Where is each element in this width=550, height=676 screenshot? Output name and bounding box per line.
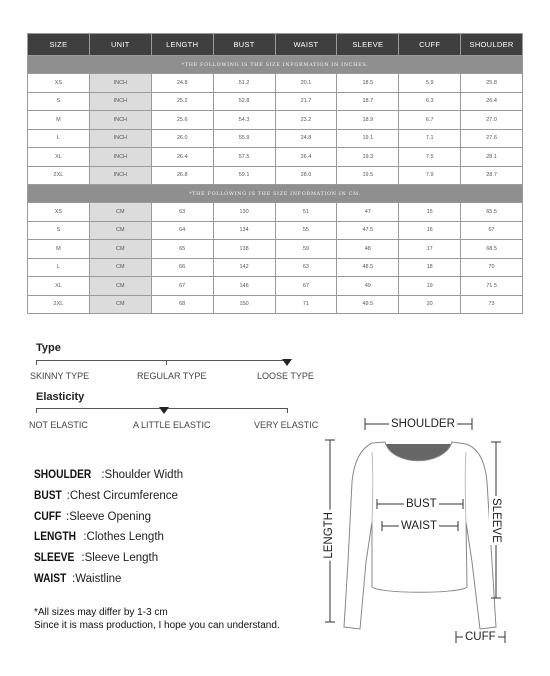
table-cell: L: [28, 258, 90, 277]
type-label-skinny: SKINNY TYPE: [30, 371, 90, 381]
table-cell: 19.3: [337, 148, 399, 167]
waist-dim-label: WAIST: [401, 520, 437, 532]
table-cell: 48.5: [337, 258, 399, 277]
table-cell: 51: [275, 203, 337, 222]
column-header: BUST: [213, 34, 275, 56]
legend-key: SLEEVE: [34, 550, 75, 564]
table-cell: 18.9: [337, 111, 399, 130]
legend-key: SHOULDER: [34, 467, 92, 481]
legend-desc: Waistline: [75, 573, 122, 585]
table-cell: 2XL: [28, 166, 90, 185]
type-label-regular: REGULAR TYPE: [137, 371, 207, 381]
table-cell: 52.8: [213, 92, 275, 111]
table-cell: 26.8: [151, 166, 213, 185]
bust-dim-label: BUST: [406, 498, 437, 510]
table-cell: 47.5: [337, 221, 399, 240]
table-cell: 68: [151, 295, 213, 314]
table-cell: 138: [213, 240, 275, 259]
table-cell: 19.1: [337, 129, 399, 148]
table-cell: 150: [213, 295, 275, 314]
size-chart-table: [27, 33, 523, 314]
table-cell: 54.3: [213, 111, 275, 130]
elasticity-scale-tick: [287, 408, 288, 413]
table-cell: 20: [399, 295, 461, 314]
legend-item-waist: WAIST :Waistline: [34, 571, 122, 585]
table-cell: XL: [28, 277, 90, 296]
column-header: LENGTH: [151, 34, 213, 56]
table-cell: 20.1: [275, 74, 337, 93]
table-cell: 6.3: [399, 92, 461, 111]
legend-item-bust: BUST :Chest Circumference: [34, 488, 178, 502]
table-cell: INCH: [89, 111, 151, 130]
table-cell: 130: [213, 203, 275, 222]
table-cell: 27.6: [461, 129, 523, 148]
legend-item-cuff: CUFF :Sleeve Opening: [34, 509, 152, 523]
table-cell: 59: [275, 240, 337, 259]
table-row: [28, 148, 523, 167]
table-cell: 7.9: [399, 166, 461, 185]
elasticity-scale-title: Elasticity: [36, 391, 85, 403]
table-cell: M: [28, 240, 90, 259]
type-scale-line: [36, 360, 288, 361]
cuff-dim-label: CUFF: [465, 631, 496, 643]
size-disclaimer: *All sizes may differ by 1-3 cm: [34, 607, 168, 618]
section-note-row: [28, 56, 523, 74]
table-row: [28, 129, 523, 148]
table-cell: 65.5: [461, 203, 523, 222]
legend-item-sleeve: SLEEVE :Sleeve Length: [34, 550, 159, 564]
table-cell: 17: [399, 240, 461, 259]
table-cell: 63: [275, 258, 337, 277]
table-cell: 67: [151, 277, 213, 296]
legend-item-shoulder: SHOULDER :Shoulder Width: [34, 467, 184, 481]
table-row: [28, 277, 523, 296]
table-body: [28, 56, 523, 314]
table-row: [28, 240, 523, 259]
table-cell: 7.1: [399, 129, 461, 148]
column-header: UNIT: [89, 34, 151, 56]
table-cell: INCH: [89, 129, 151, 148]
table-cell: 28.0: [275, 166, 337, 185]
table-cell: CM: [89, 240, 151, 259]
table-cell: 146: [213, 277, 275, 296]
table-cell: 26.4: [275, 148, 337, 167]
table-cell: 25.6: [151, 111, 213, 130]
table-cell: INCH: [89, 166, 151, 185]
length-dim-label: LENGTH: [323, 512, 335, 559]
table-cell: 51.2: [213, 74, 275, 93]
table-cell: 49.5: [337, 295, 399, 314]
table-cell: 26.4: [461, 92, 523, 111]
table-cell: 70: [461, 258, 523, 277]
table-cell: CM: [89, 203, 151, 222]
legend-desc: Chest Circumference: [69, 490, 178, 502]
table-cell: 15: [399, 203, 461, 222]
type-label-loose: LOOSE TYPE: [257, 371, 314, 381]
table-cell: CM: [89, 295, 151, 314]
table-cell: 134: [213, 221, 275, 240]
table-cell: INCH: [89, 148, 151, 167]
table-cell: 71: [275, 295, 337, 314]
table-cell: 71.5: [461, 277, 523, 296]
table-cell: 66: [151, 258, 213, 277]
legend-item-length: LENGTH :Clothes Length: [34, 529, 164, 543]
table-cell: 48: [337, 240, 399, 259]
table-cell: 26.0: [151, 129, 213, 148]
table-cell: 16: [399, 221, 461, 240]
table-cell: 19: [399, 277, 461, 296]
sleeve-dim-label: SLEEVE: [490, 498, 502, 543]
garment-measurement-diagram: [320, 412, 520, 652]
table-cell: 7.5: [399, 148, 461, 167]
table-cell: 68.5: [461, 240, 523, 259]
legend-desc: Shoulder Width: [104, 469, 184, 481]
table-cell: XS: [28, 74, 90, 93]
table-cell: 24.8: [275, 129, 337, 148]
table-cell: 64: [151, 221, 213, 240]
elasticity-label-not: NOT ELASTIC: [29, 420, 88, 430]
table-row: [28, 295, 523, 314]
table-cell: CM: [89, 258, 151, 277]
type-scale-title: Type: [36, 342, 61, 354]
table-cell: INCH: [89, 92, 151, 111]
table-cell: 19.5: [337, 166, 399, 185]
table-cell: 25.2: [151, 92, 213, 111]
table-cell: 27.0: [461, 111, 523, 130]
table-cell: 55: [275, 221, 337, 240]
elasticity-selected-marker-icon: [159, 407, 169, 414]
table-cell: 67: [461, 221, 523, 240]
table-cell: 23.2: [275, 111, 337, 130]
table-cell: CM: [89, 221, 151, 240]
table-cell: 5.9: [399, 74, 461, 93]
table-cell: 59.1: [213, 166, 275, 185]
table-cell: 2XL: [28, 295, 90, 314]
column-header: WAIST: [275, 34, 337, 56]
column-header: SIZE: [28, 34, 90, 56]
table-row: [28, 203, 523, 222]
table-cell: 55.9: [213, 129, 275, 148]
legend-key: CUFF: [34, 509, 62, 523]
table-cell: 26.4: [151, 148, 213, 167]
table-cell: 6.7: [399, 111, 461, 130]
column-header: SHOULDER: [461, 34, 523, 56]
legend-desc: Clothes Length: [86, 531, 164, 543]
table-header-row: [28, 34, 523, 56]
type-scale-tick: [36, 360, 37, 365]
table-cell: 18.5: [337, 74, 399, 93]
table-cell: S: [28, 92, 90, 111]
table-cell: 57.5: [213, 148, 275, 167]
column-header: CUFF: [399, 34, 461, 56]
table-cell: 25.8: [461, 74, 523, 93]
table-cell: 28.1: [461, 148, 523, 167]
table-cell: 65: [151, 240, 213, 259]
table-row: [28, 166, 523, 185]
legend-key: WAIST: [34, 571, 67, 585]
production-note: Since it is mass production, I hope you can understand.: [34, 620, 280, 631]
legend-key: BUST: [34, 488, 62, 502]
legend-desc: Sleeve Length: [84, 552, 159, 564]
table-cell: INCH: [89, 74, 151, 93]
elasticity-label-little: A LITTLE ELASTIC: [133, 420, 211, 430]
table-cell: 18.7: [337, 92, 399, 111]
table-cell: 21.7: [275, 92, 337, 111]
table-row: [28, 111, 523, 130]
table-cell: 67: [275, 277, 337, 296]
legend-key: LENGTH: [34, 529, 76, 543]
elasticity-scale-tick: [36, 408, 37, 413]
table-cell: L: [28, 129, 90, 148]
type-scale-tick: [166, 360, 167, 365]
section-note: *THE FOLLOWING IS THE SIZE INFORMATION IN CM.: [28, 185, 523, 203]
table-cell: XS: [28, 203, 90, 222]
table-cell: 24.8: [151, 74, 213, 93]
table-cell: 28.7: [461, 166, 523, 185]
table-cell: 63: [151, 203, 213, 222]
table-cell: M: [28, 111, 90, 130]
section-note: *THE FOLLOWING IS THE SIZE INFORMATION IN INCHES.: [28, 56, 523, 74]
table-cell: XL: [28, 148, 90, 167]
shoulder-dim-label: SHOULDER: [391, 418, 455, 430]
table-cell: CM: [89, 277, 151, 296]
table-row: [28, 258, 523, 277]
table-row: [28, 221, 523, 240]
table-cell: 18: [399, 258, 461, 277]
table-cell: S: [28, 221, 90, 240]
table-row: [28, 92, 523, 111]
table-cell: 142: [213, 258, 275, 277]
legend-desc: Sleeve Opening: [69, 511, 152, 523]
elasticity-label-very: VERY ELASTIC: [254, 420, 319, 430]
section-note-row: [28, 185, 523, 203]
table-cell: 73: [461, 295, 523, 314]
table-row: [28, 74, 523, 93]
type-selected-marker-icon: [282, 359, 292, 366]
table-cell: 47: [337, 203, 399, 222]
table-cell: 49: [337, 277, 399, 296]
column-header: SLEEVE: [337, 34, 399, 56]
